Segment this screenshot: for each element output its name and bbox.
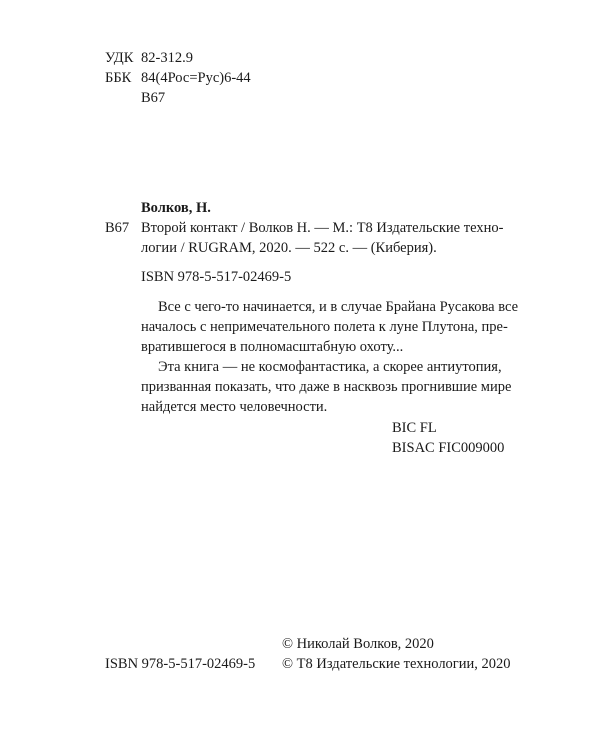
udk-value: 82-312.9	[141, 50, 193, 66]
bbk-label: ББК	[105, 70, 132, 86]
annotation-p1-line2: началось с непримечательного полета к луне Плутона, пре-	[141, 319, 508, 335]
bic-code: BIC FL	[392, 420, 437, 436]
author-sign: В67	[141, 90, 166, 106]
author-heading: Волков, Н.	[141, 200, 211, 216]
udk-label: УДК	[105, 50, 134, 66]
copyright-publisher: © Т8 Издательские технологии, 2020	[282, 656, 511, 672]
bib-description-line1: Второй контакт / Волков Н. — М.: Т8 Издательские техно-	[141, 220, 504, 236]
bisac-code: BISAC FIC009000	[392, 440, 505, 456]
annotation-p2-line1: Эта книга — не космофантастика, а скорее антиутопия,	[158, 359, 502, 375]
copyright-author: © Николай Волков, 2020	[282, 636, 434, 652]
annotation-p2-line2: призванная показать, что даже в насквозь прогнившие мире	[141, 379, 512, 395]
annotation-p2-line3: найдется место человечности.	[141, 399, 328, 415]
bib-code: В67	[105, 220, 130, 236]
annotation-p1-line3: вратившегося в полномасштабную охоту...	[141, 339, 404, 355]
bib-description-line2: логии / RUGRAM, 2020. — 522 с. — (Киберия).	[141, 240, 437, 256]
isbn-main: ISBN 978-5-517-02469-5	[141, 269, 292, 285]
annotation-p1-line1: Все с чего-то начинается, и в случае Брайана Русакова все	[158, 299, 519, 315]
isbn-footer: ISBN 978-5-517-02469-5	[105, 656, 256, 672]
bbk-value: 84(4Рос=Рус)6-44	[141, 70, 251, 86]
